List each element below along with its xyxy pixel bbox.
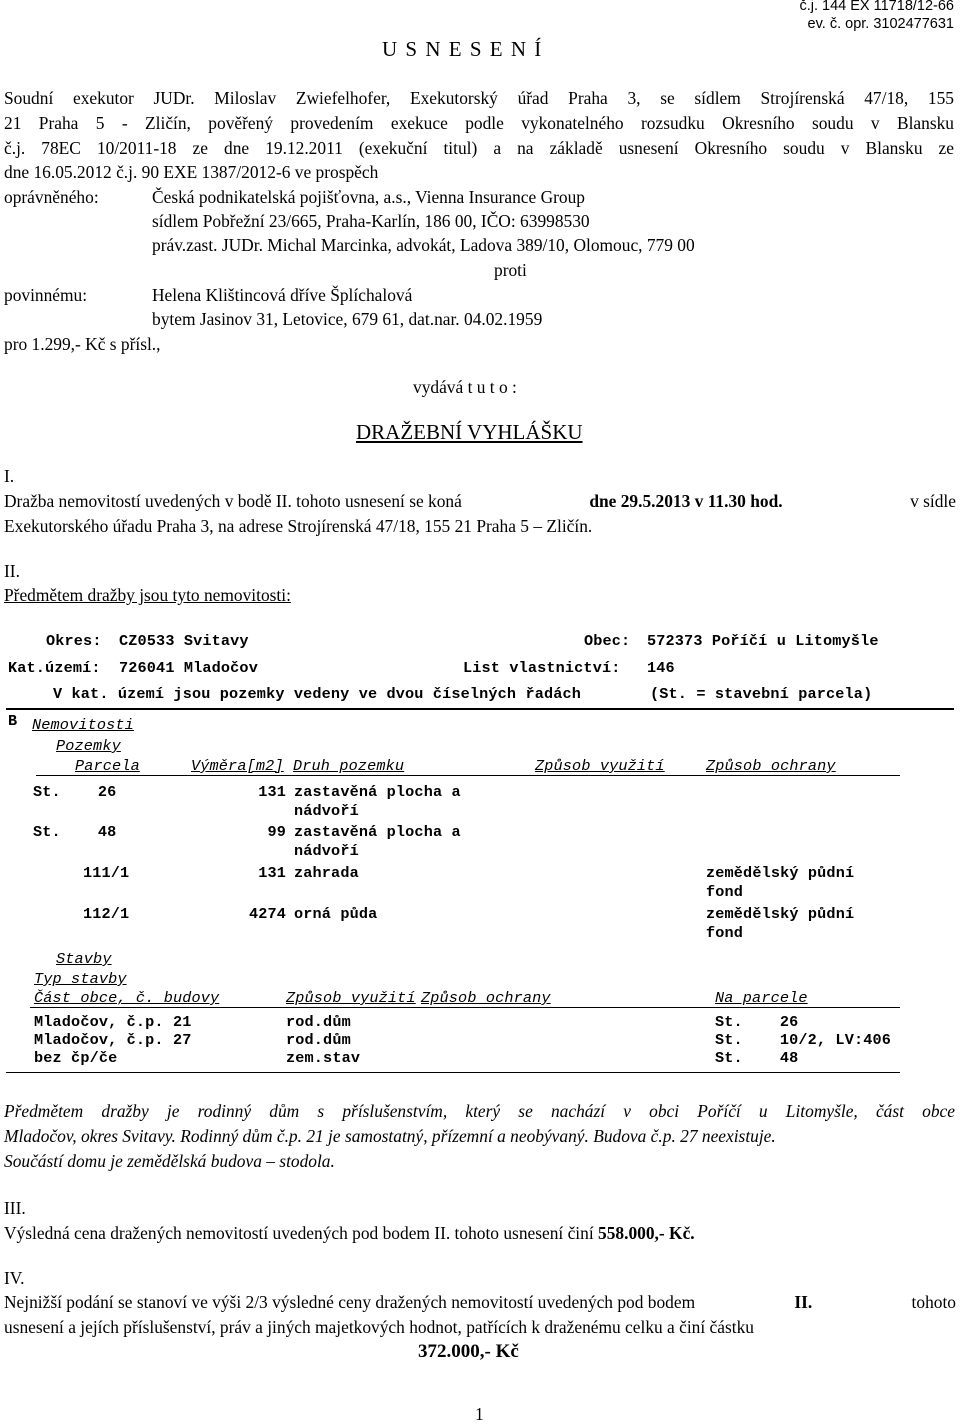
section-4-text-b: II. bbox=[794, 1292, 813, 1312]
land-row-3-vymera: 131 bbox=[258, 864, 286, 882]
auction-date: dne 29.5.2013 v 11.30 hod. bbox=[589, 491, 783, 511]
document-title: U S N E S E N Í bbox=[382, 37, 543, 61]
section-1-line-1 bbox=[4, 491, 956, 512]
katuzemi-value: 726041 Mladočov bbox=[119, 659, 258, 677]
section-4-text-a: Nejnižší podání se stanoví ve výši 2/3 výsledné ceny dražených nemovitostí uvedených pod bodem bbox=[4, 1292, 696, 1312]
creditor-label: oprávněného: bbox=[4, 187, 99, 207]
building-row-1-cast: Mladočov, č.p. 21 bbox=[34, 1013, 192, 1031]
minimum-bid: 372.000,- Kč bbox=[418, 1341, 519, 1362]
katuzemi-label: Kat.území: bbox=[8, 659, 101, 677]
auction-notice-title: DRAŽEBNÍ VYHLÁŠKU bbox=[356, 420, 583, 444]
okres-label: Okres: bbox=[46, 632, 102, 650]
intro-line-2: 21 Praha 5 - Zličín, pověřený provedením exekuce podle vykonatelného rozsudku Okresního soudu v Blansku bbox=[4, 113, 954, 133]
intro-line-4: dne 16.05.2012 č.j. 90 EXE 1387/2012-6 ve prospěch bbox=[4, 162, 379, 182]
description-line-3: Součástí domu je zemědělská budova – stodola. bbox=[4, 1151, 335, 1171]
case-number: č.j. 144 EX 11718/12-66 bbox=[799, 0, 954, 14]
building-row-3-vyuziti: zem.stav bbox=[286, 1049, 361, 1067]
land-row-4-parcela: 112/1 bbox=[83, 905, 130, 923]
building-row-1-parcela: St. 26 bbox=[715, 1013, 799, 1031]
building-header-rule bbox=[30, 1007, 900, 1008]
land-row-4-ochrana-2: fond bbox=[706, 924, 744, 942]
land-row-1-druh: zastavěná plocha a bbox=[294, 783, 461, 801]
land-header-vymera: Výměra[m2] bbox=[191, 757, 284, 775]
creditor-name: Česká podnikatelská pojišťovna, a.s., Vienna Insurance Group bbox=[152, 187, 585, 207]
creditor-representative: práv.zast. JUDr. Michal Marcinka, advokát, Ladova 389/10, Olomouc, 779 00 bbox=[152, 235, 695, 255]
land-header-vyuziti: Způsob využití bbox=[535, 757, 665, 775]
land-row-3-ochrana: zemědělský půdní bbox=[706, 864, 855, 882]
lv-value: 146 bbox=[647, 659, 675, 677]
section-1-number: I. bbox=[4, 466, 15, 486]
section-4-number: IV. bbox=[4, 1268, 25, 1288]
section-1-line-2: Exekutorského úřadu Praha 3, na adrese Strojírenská 47/18, 155 21 Praha 5 – Zličín. bbox=[4, 516, 593, 536]
land-row-2-druh-2: nádvoří bbox=[294, 842, 359, 860]
lv-label: List vlastnictví: bbox=[463, 659, 621, 677]
section-3-line bbox=[4, 1223, 695, 1244]
obec-value: 572373 Poříčí u Litomyšle bbox=[647, 632, 879, 650]
section-2-heading: Předmětem dražby jsou tyto nemovitosti: bbox=[4, 585, 291, 605]
debtor-address: bytem Jasinov 31, Letovice, 679 61, dat.nar. 04.02.1959 bbox=[152, 309, 543, 329]
claim-amount: pro 1.299,- Kč s přísl., bbox=[4, 334, 161, 354]
section-4-line-2: usnesení a jejích příslušenství, práv a jiných majetkových hodnot, patřících k draženému celku a činí částku bbox=[4, 1317, 754, 1337]
land-row-1-parcela: St. 26 bbox=[33, 783, 117, 801]
intro-line-1: Soudní exekutor JUDr. Miloslav Zwiefelhofer, Exekutorský úřad Praha 3, se sídlem Strojírenská 47/18, 155 bbox=[4, 88, 954, 108]
description-line-2: Mladočov, okres Svitavy. Rodinný dům č.p. 21 je samostatný, přízemní a neobývaný. Budova č.p. 27 neexistuje. bbox=[4, 1126, 776, 1146]
land-row-4-vymera: 4274 bbox=[248, 905, 286, 923]
building-row-2-cast: Mladočov, č.p. 27 bbox=[34, 1031, 192, 1049]
land-row-2-vymera: 99 bbox=[267, 823, 286, 841]
okres-value: CZ0533 Svitavy bbox=[119, 632, 249, 650]
intro-line-3: č.j. 78EC 10/2011-18 ze dne 19.12.2011 (exekuční titul) a na základě usnesení Okresního soudu v Blansku ze bbox=[4, 138, 954, 158]
land-row-3-druh: zahrada bbox=[294, 864, 359, 882]
land-row-3-ochrana-2: fond bbox=[706, 883, 744, 901]
registry-number: ev. č. opr. 3102477631 bbox=[807, 16, 954, 32]
description-line-1: Předmětem dražby je rodinný dům s příslušenstvím, který se nachází v obci Poříčí u Litomyšle, část obce bbox=[4, 1101, 955, 1121]
appraised-price: 558.000,- Kč. bbox=[598, 1223, 695, 1243]
land-header-ochrana: Způsob ochrany bbox=[706, 757, 836, 775]
cadastre-note-st: (St. = stavební parcela) bbox=[650, 685, 873, 703]
nemovitosti-heading: Nemovitosti bbox=[32, 716, 134, 734]
building-row-2-parcela: St. 10/2, LV:406 bbox=[715, 1031, 892, 1049]
cadastre-bottom-rule bbox=[6, 1072, 900, 1073]
building-header-vyuziti: Způsob využití bbox=[286, 989, 416, 1007]
land-row-4-ochrana: zemědělský půdní bbox=[706, 905, 855, 923]
debtor-label: povinnému: bbox=[4, 285, 88, 305]
land-row-1-vymera: 131 bbox=[258, 783, 286, 801]
section-b-letter: B bbox=[8, 712, 18, 730]
land-row-4-druh: orná půda bbox=[294, 905, 378, 923]
stavby-heading: Stavby bbox=[56, 950, 112, 968]
section-1-text-a: Dražba nemovitostí uvedených v bodě II. tohoto usnesení se koná bbox=[4, 491, 462, 511]
building-row-1-vyuziti: rod.dům bbox=[286, 1013, 351, 1031]
land-header-parcela: Parcela bbox=[75, 757, 140, 775]
obec-label: Obec: bbox=[584, 632, 631, 650]
issues-text: vydává t u t o : bbox=[413, 377, 517, 397]
versus-text: proti bbox=[494, 260, 527, 280]
building-header-parcela: Na parcele bbox=[715, 989, 808, 1007]
page-number: 1 bbox=[475, 1404, 484, 1424]
typ-stavby-heading: Typ stavby bbox=[34, 970, 127, 988]
land-header-druh: Druh pozemku bbox=[293, 757, 405, 775]
building-row-3-cast: bez čp/če bbox=[34, 1049, 118, 1067]
reference-block bbox=[799, 0, 954, 33]
land-row-1-druh-2: nádvoří bbox=[294, 802, 359, 820]
section-1-text-c: v sídle bbox=[910, 491, 956, 511]
section-4-text-c: tohoto bbox=[911, 1292, 956, 1312]
building-header-ochrana: Způsob ochrany bbox=[421, 989, 551, 1007]
land-header-rule bbox=[36, 775, 900, 776]
section-2-number: II. bbox=[4, 561, 20, 581]
building-header-cast: Část obce, č. budovy bbox=[34, 989, 220, 1007]
section-4-line-1 bbox=[4, 1292, 956, 1313]
land-row-3-parcela: 111/1 bbox=[83, 864, 130, 882]
land-row-2-parcela: St. 48 bbox=[33, 823, 117, 841]
section-3-number: III. bbox=[4, 1198, 26, 1218]
pozemky-heading: Pozemky bbox=[56, 737, 121, 755]
debtor-name: Helena Klištincová dříve Šplíchalová bbox=[152, 285, 413, 305]
cadastre-divider bbox=[6, 708, 954, 710]
creditor-address: sídlem Pobřežní 23/665, Praha-Karlín, 186 00, IČO: 63998530 bbox=[152, 211, 590, 231]
land-row-2-druh: zastavěná plocha a bbox=[294, 823, 461, 841]
building-row-2-vyuziti: rod.dům bbox=[286, 1031, 351, 1049]
section-3-text: Výsledná cena dražených nemovitostí uvedených pod bodem II. tohoto usnesení činí bbox=[4, 1223, 594, 1243]
cadastre-note: V kat. území jsou pozemky vedeny ve dvou číselných řadách bbox=[53, 685, 582, 703]
building-row-3-parcela: St. 48 bbox=[715, 1049, 799, 1067]
